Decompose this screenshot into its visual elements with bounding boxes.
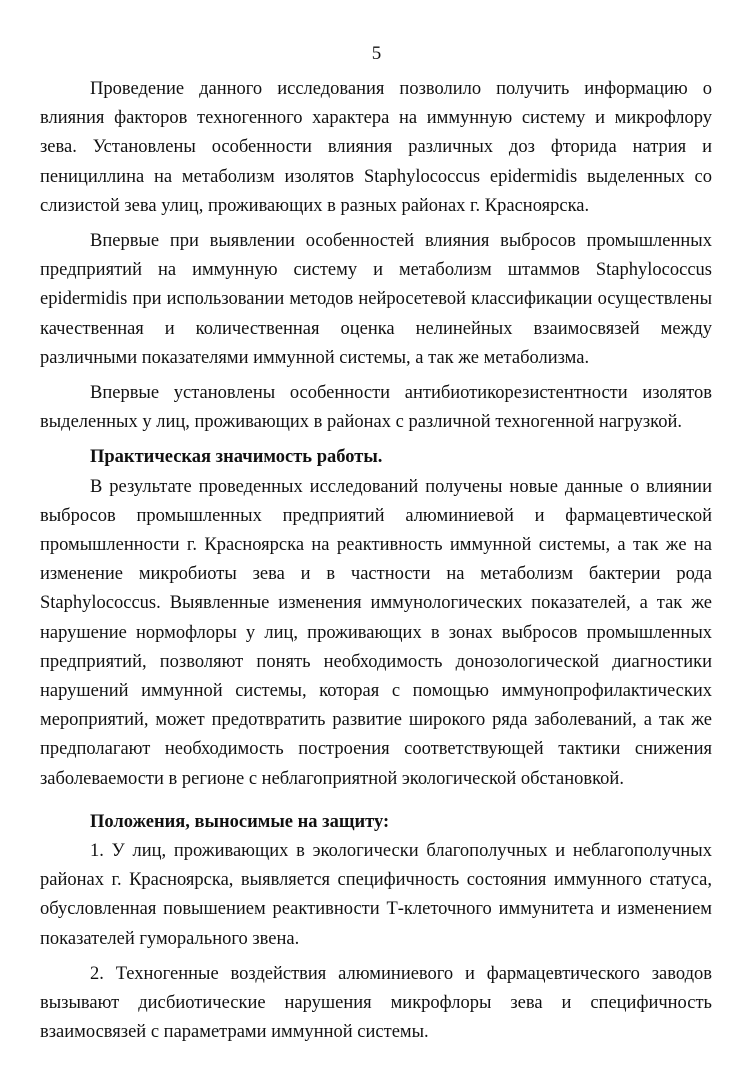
paragraph-statement-1: 1. У лиц, проживающих в экологически благополучных и неблагополучных районах г. Красноярска, выявляется специфичность состояния иммунного статуса, обусловленная повышением реактивности Т-клеточного иммунитета и изменением показателей гуморального звена. <box>40 841 712 949</box>
heading-practical-significance: Практическая значимость работы. <box>90 447 383 468</box>
body-text <box>40 75 712 1048</box>
page-number: 5 <box>371 43 382 64</box>
paragraph-novelty-immune: Впервые при выявлении особенностей влияния выбросов промышленных предприятий на иммунную систему и метаболизм штаммов Staphylococcus epidermidis при использовании методов нейросетевой классификации осуществлены качественная и количественная оценка нелинейных взаимосвязей между различными показателями иммунной системы, а так же метаболизма. <box>40 231 712 368</box>
heading-defense-statements: Положения, выносимые на защиту: <box>90 811 390 832</box>
paragraph-research-info: Проведение данного исследования позволило получить информацию о влияния факторов техногенного характера на иммунную систему и микрофлору зева. Установлены особенности влияния различных доз фторида натрия и пенициллина на метаболизм изолятов Staphylococcus epidermidis выделенных со слизистой зева улиц, проживающих в разных районах г. Красноярска. <box>40 79 712 216</box>
paragraph-novelty-antibiotic: Впервые установлены особенности антибиотикорезистентности изолятов выделенных у лиц, проживающих в районах с различной техногенной нагрузкой. <box>40 383 712 433</box>
paragraph-practical-results: В результате проведенных исследований получены новые данные о влиянии выбросов промышленных предприятий алюминиевой и фармацевтической промышленности г. Красноярска на реактивность иммунной системы, а так же на изменение микробиоты зева и в частности на метаболизм бактерии рода Staphylococcus. Выявленные изменения иммунологических показателей, а так же нарушение нормофлоры у лиц, проживающих в зонах выбросов промышленных предприятий, позволяют понять необходимость донозологической диагностики нарушений иммунной системы, которая с помощью иммунопрофилактических мероприятий, может предотвратить развитие широкого ряда заболеваний, а так же предполагают необходимость построения соответствующей тактики снижения заболеваемости в регионе с неблагоприятной экологической обстановкой. <box>40 476 712 789</box>
paragraph-statement-2: 2. Техногенные воздействия алюминиевого и фармацевтического заводов вызывают дисбиотические нарушения микрофлоры зева и специфичность взаимосвязей с параметрами иммунной системы. <box>40 963 712 1043</box>
